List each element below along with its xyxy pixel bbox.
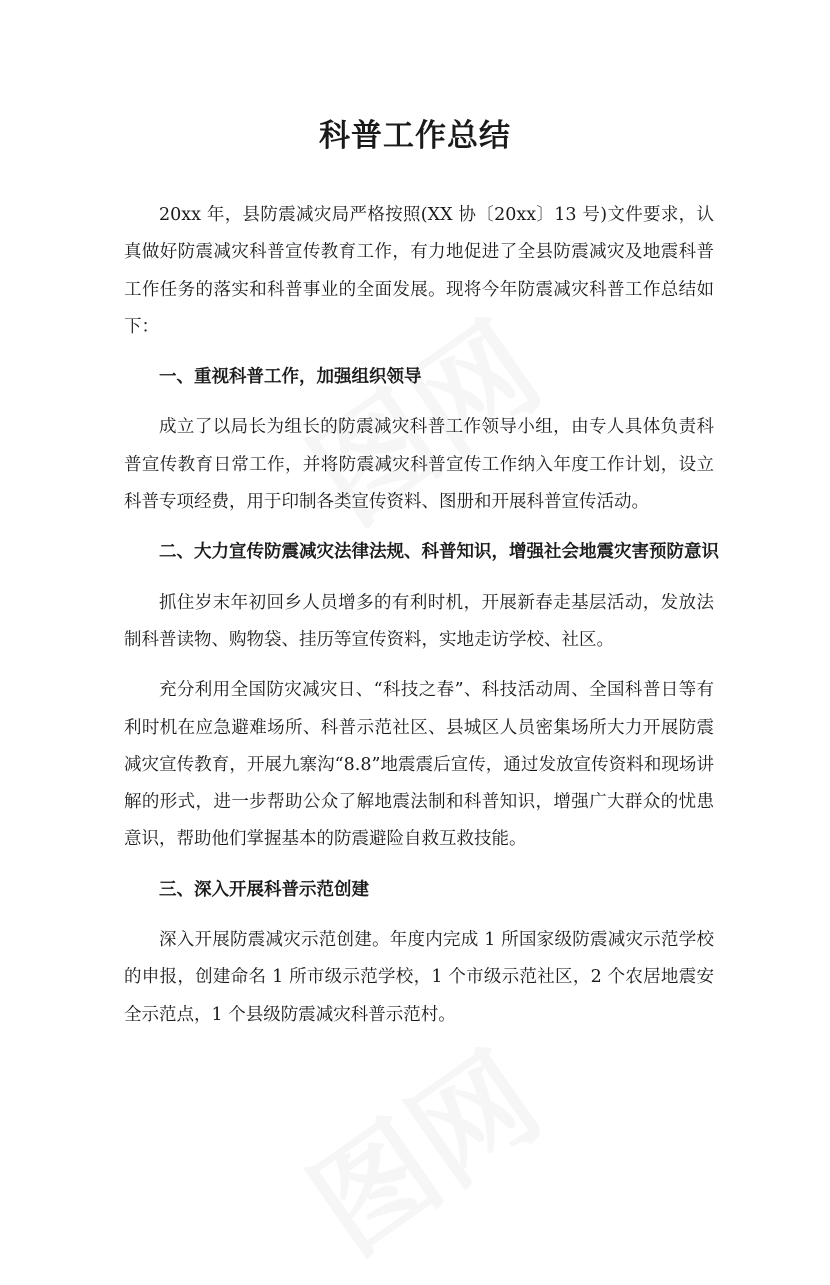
section-1-heading: 一、重视科普工作，加强组织领导: [159, 367, 422, 388]
section-3-heading: 三、深入开展科普示范创建: [159, 879, 369, 900]
section-2-paragraph-1: 抓住岁末年初回乡人员增多的有利时机，开展新春走基层活动，发放法制科普读物、购物袋、挂历等宣传资料，实地走访学校、社区。: [124, 592, 714, 650]
section-2-heading: 二、大力宣传防震减灾法律法规、科普知识，增强社会地震灾害预防意识: [159, 542, 719, 563]
intro-paragraph: 20xx 年，县防震减灾局严格按照(XX 协〔20xx〕13 号)文件要求，认真做好防震减灾科普宣传教育工作，有力地促进了全县防震减灾及地震科普工作任务的落实和科普事业的全面发展。现将今年防震减灾科普工作总结如下：: [124, 205, 714, 337]
watermark: [272, 1007, 567, 1285]
section-1-paragraph: 成立了以局长为组长的防震减灾科普工作领导小组，由专人具体负责科普宣传教育日常工作，并将防震减灾科普宣传工作纳入年度工作计划，设立科普专项经费，用于印制各类宣传资料、图册和开展科普宣传活动。: [124, 417, 714, 513]
section-3-paragraph: 深入开展防震减灾示范创建。年度内完成 1 所国家级防震减灾示范学校的申报，创建命名 1 所市级示范学校，1 个市级示范社区，2 个农居地震安全示范点，1 个县级防震减灾科普示范村。: [124, 930, 714, 1025]
section-2-paragraph-2: 充分利用全国防灾减灾日、“科技之春”、科技活动周、全国科普日等有利时机在应急避难场所、科普示范社区、县城区人员密集场所大力开展防震减灾宣传教育，开展九寨沟“8.8”地震震后宣传，通过发放宣传资料和现场讲解的形式，进一步帮助公众了解地震法制和科普知识，增强广大群众的忧患意识，帮助他们掌握基本的防震避险自救互救技能。: [124, 680, 714, 850]
document-body: [124, 197, 719, 1047]
document-title: 科普工作总结: [319, 118, 511, 154]
